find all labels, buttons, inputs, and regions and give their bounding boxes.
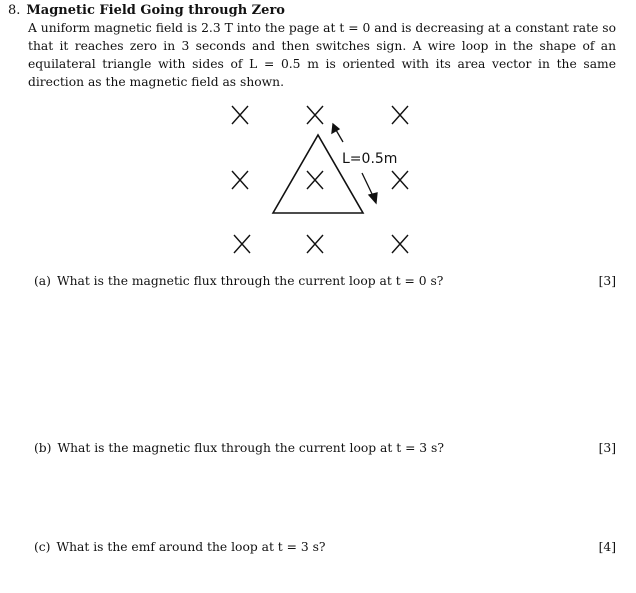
length-arrow-up	[336, 130, 343, 142]
question-c-text: What is the emf around the loop at t = 3 s?	[56, 540, 326, 554]
triangle-loop	[273, 135, 363, 213]
question-a	[34, 273, 616, 289]
length-arrowhead-down	[369, 193, 377, 203]
question-a-label: (a)	[34, 274, 51, 288]
field-cross-1	[232, 106, 248, 124]
question-c	[34, 539, 616, 555]
question-b-marks: [3]	[598, 441, 616, 455]
field-cross-4	[232, 171, 248, 189]
problem-title: Magnetic Field Going through Zero	[26, 3, 285, 18]
field-cross-6	[392, 171, 408, 189]
field-cross-2	[307, 106, 323, 124]
field-cross-3	[392, 106, 408, 124]
length-arrowhead-up	[332, 124, 339, 133]
question-c-label: (c)	[34, 540, 51, 554]
field-cross-7	[234, 235, 250, 253]
length-arrow-down	[362, 173, 373, 196]
question-a-marks: [3]	[598, 274, 616, 288]
problem-number: 8.	[8, 3, 21, 18]
field-cross-8	[307, 235, 323, 253]
question-c-marks: [4]	[598, 540, 616, 554]
side-length-label: L=0.5m	[342, 151, 398, 167]
question-b-label: (b)	[34, 441, 52, 455]
question-b	[34, 440, 616, 456]
field-cross-9	[392, 235, 408, 253]
question-a-text: What is the magnetic flux through the current loop at t = 0 s?	[56, 274, 444, 288]
question-b-text: What is the magnetic flux through the current loop at t = 3 s?	[57, 441, 444, 455]
field-cross-5	[307, 171, 323, 189]
problem-statement: A uniform magnetic field is 2.3 T into the page at t = 0 and is decreasing at a constant rate so that it reaches zero in 3 seconds and then switches sign. A wire loop in the shape of an equilateral triangle with sides of L = 0.5 m is oriented with its area vector in the same direction as the magnetic field as shown.	[28, 21, 616, 89]
